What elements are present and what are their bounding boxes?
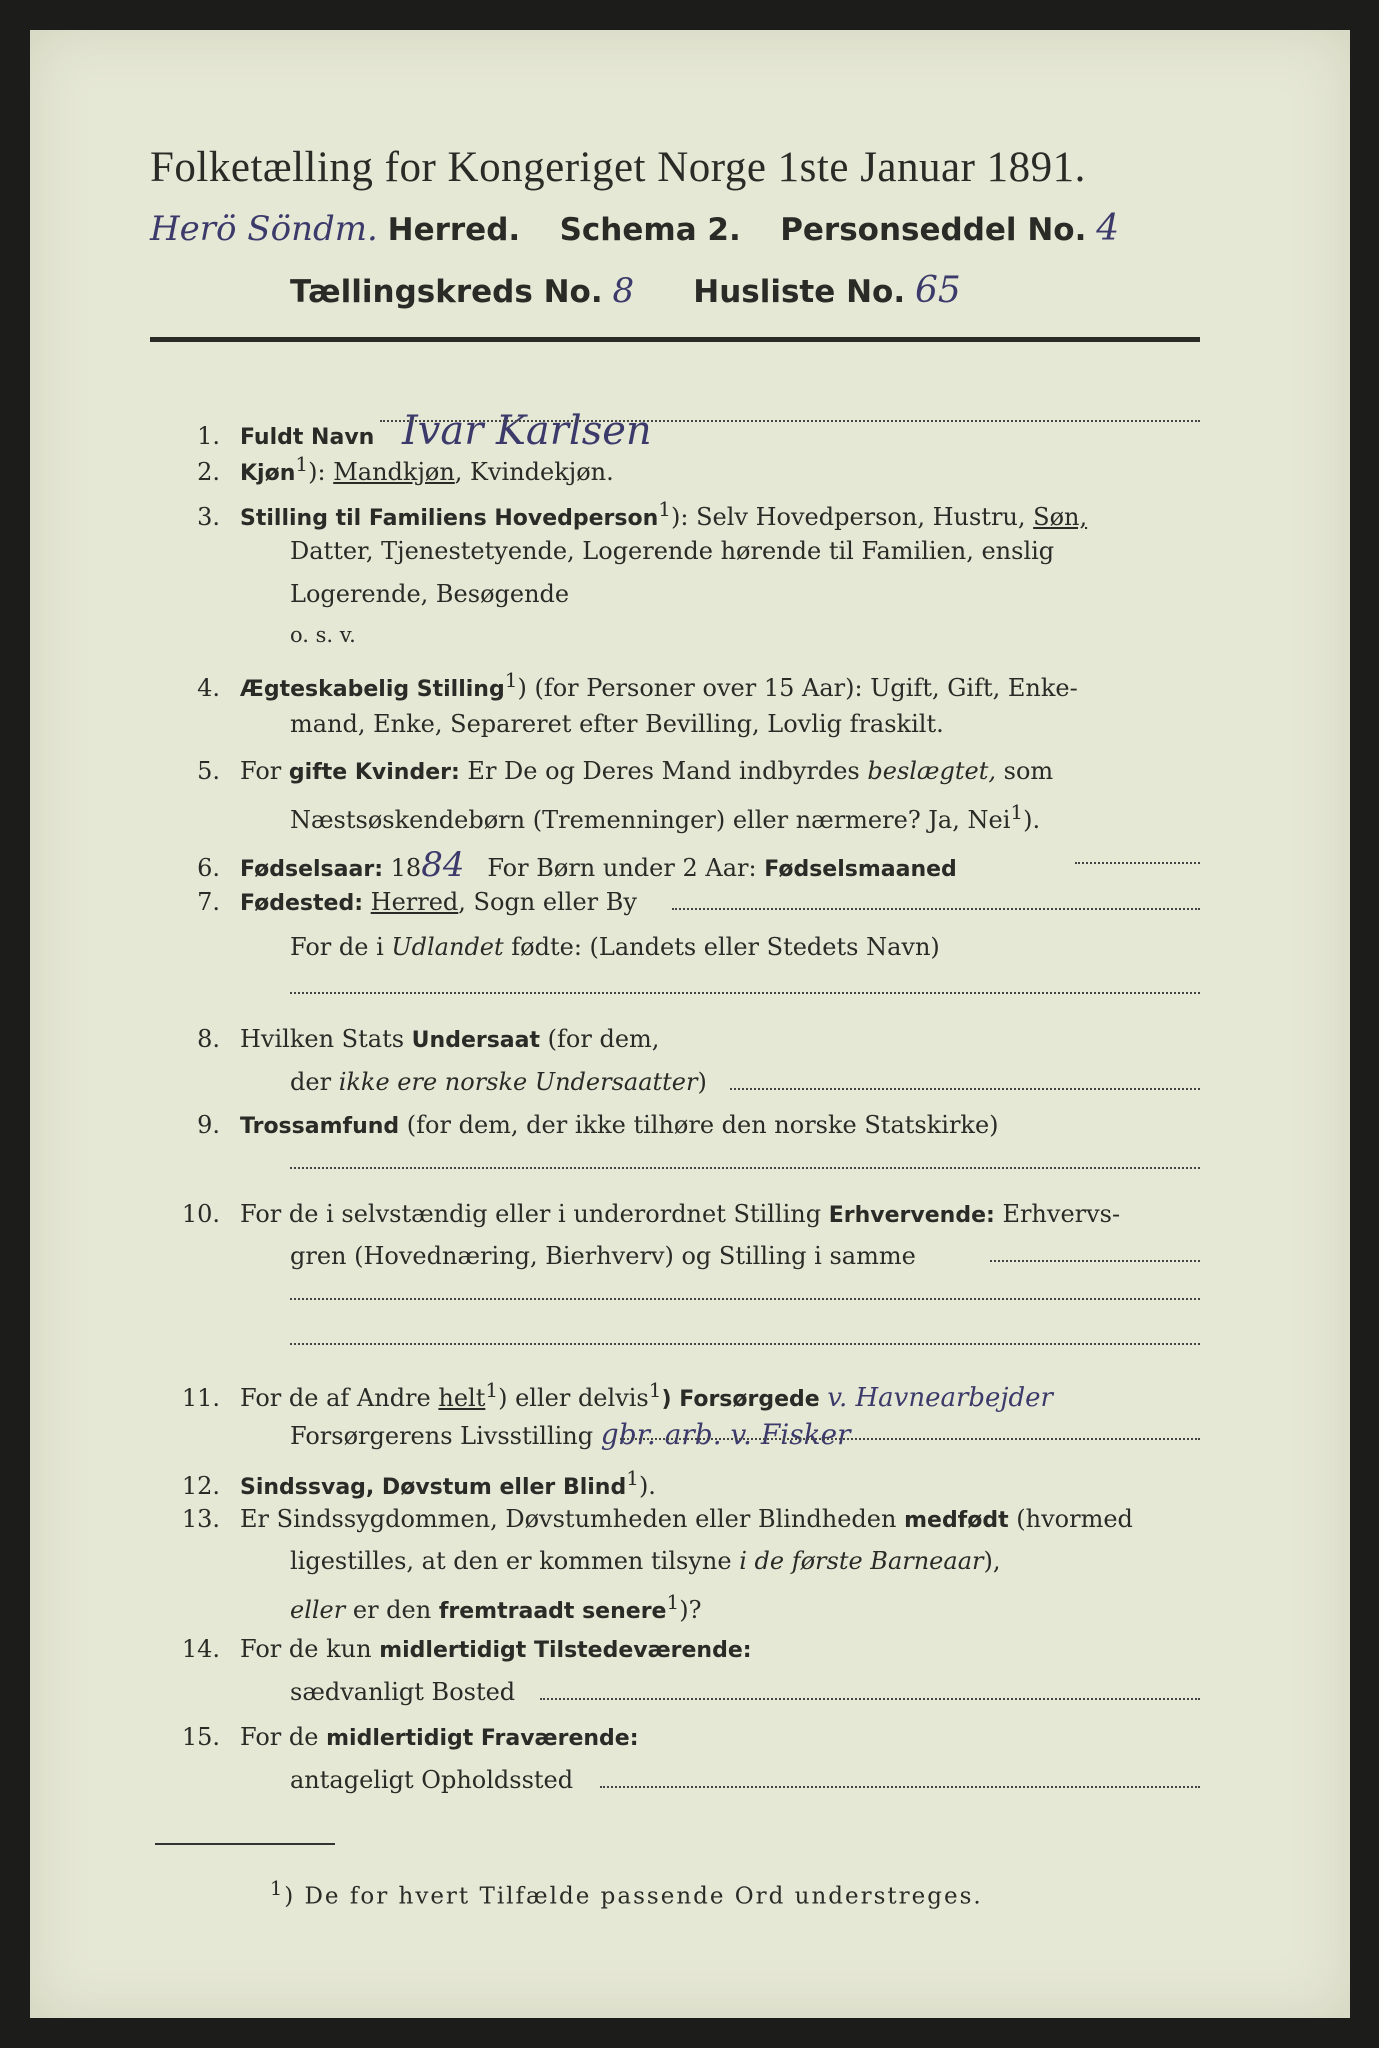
married-women-line2: Næstsøskendebørn (Tremenninger) eller nærmere? Ja, Nei$^1$). xyxy=(290,800,1041,834)
marital-status-line2: mand, Enke, Separeret efter Bevilling, Lovlig fraskilt. xyxy=(290,710,944,738)
dotted-line xyxy=(290,1167,1200,1169)
header-divider xyxy=(150,337,1200,342)
family-position-son: Søn, xyxy=(1033,503,1088,531)
marital-status-label: Ægteskabelig Stilling xyxy=(240,677,505,702)
item-13 xyxy=(160,1505,1133,1533)
footnote-mark: 1 xyxy=(666,1590,680,1614)
occupation-label: Erhvervende: xyxy=(828,1203,995,1228)
temporary-present-label: midlertidigt Tilstedeværende: xyxy=(379,1638,752,1663)
footnote-mark: 1 xyxy=(295,452,309,476)
item-number: 7. xyxy=(197,888,220,916)
citizenship-text: Hvilken Stats xyxy=(240,1025,405,1053)
item-number: 13. xyxy=(181,1505,220,1533)
item-number: 12. xyxy=(181,1472,220,1500)
citizenship-end: (for dem, xyxy=(547,1025,660,1053)
footnote-divider xyxy=(155,1843,335,1845)
item-7 xyxy=(160,888,637,916)
congenital-line2-b: ), xyxy=(983,1547,1001,1575)
congenital-line3-c: )? xyxy=(679,1596,702,1624)
congenital-text: Er Sindssygdommen, Døvstumheden eller Blindheden xyxy=(240,1505,897,1533)
kreds-line xyxy=(290,270,961,311)
footnote-mark: 1 xyxy=(626,1466,639,1490)
abroad-text-a: For de i xyxy=(290,933,384,961)
provider-line xyxy=(290,1418,851,1451)
congenital-line3-bold: fremtraadt senere xyxy=(438,1599,667,1624)
footnote-mark: 1 xyxy=(485,1378,499,1402)
item-number: 6. xyxy=(197,854,220,882)
birth-month-text: For Børn under 2 Aar: xyxy=(487,854,757,882)
congenital-end: (hvormed xyxy=(1016,1505,1133,1533)
disability-end: ). xyxy=(638,1472,656,1500)
birthplace-text: , Sogn eller By xyxy=(458,888,637,916)
marital-status-text: ) (for Personer over 15 Aar): Ugift, Gift, Enke- xyxy=(517,674,1078,702)
herred-value: Herö Söndm. xyxy=(150,209,378,249)
item-number: 5. xyxy=(197,757,220,785)
sex-label: Kjøn xyxy=(240,461,296,486)
temporary-absent-label: midlertidigt Fraværende: xyxy=(326,1726,639,1751)
herred-label: Herred. xyxy=(387,212,521,248)
congenital-label: medfødt xyxy=(904,1508,1009,1533)
married-women-related: beslægtet, xyxy=(867,757,996,785)
occupation-text: For de i selvstændig eller i underordnet Stilling xyxy=(240,1200,822,1228)
item-number: 11. xyxy=(181,1384,220,1412)
schema-label: Schema 2. xyxy=(559,212,741,248)
probable-residence-label: antageligt Opholdssted xyxy=(290,1766,574,1794)
item-3 xyxy=(160,497,1087,531)
item-number: 14. xyxy=(181,1635,220,1663)
married-women-text: Er De og Deres Mand indbyrdes xyxy=(467,757,860,785)
item-15 xyxy=(160,1723,639,1751)
supported-fully: helt xyxy=(438,1384,486,1412)
dotted-line xyxy=(990,1260,1200,1262)
congenital-line2 xyxy=(290,1547,1000,1575)
temporary-absent-pre: For de xyxy=(240,1723,319,1751)
dotted-line xyxy=(290,1298,1200,1300)
kreds-label: Tællingskreds No. xyxy=(290,274,603,310)
married-women-label: gifte Kvinder: xyxy=(288,760,460,785)
footnote-mark: 1 xyxy=(648,1378,662,1402)
dotted-line xyxy=(380,420,1200,422)
citizenship-label: Undersaat xyxy=(411,1028,541,1053)
provider-occupation-value: gbr. arb. v. Fisker xyxy=(600,1418,851,1451)
usual-residence-label: sædvanligt Bosted xyxy=(290,1678,516,1706)
abroad-italic: Udlandet xyxy=(391,933,504,961)
supported-label: ) Forsørgede xyxy=(661,1387,820,1412)
dotted-line xyxy=(730,1088,1200,1090)
birth-year-label: Fødselsaar: xyxy=(240,857,383,882)
birthplace-herred: Herred xyxy=(370,888,459,916)
dotted-line xyxy=(672,908,1200,910)
form-title: Folketælling for Kongeriget Norge 1ste Januar 1891. xyxy=(150,144,1086,191)
family-position-text: ): Selv Hovedperson, Hustru, xyxy=(670,503,1026,531)
birthplace-label: Fødested: xyxy=(240,891,363,916)
abroad-text-b: fødte: (Landets eller Stedets Navn) xyxy=(511,933,940,961)
dotted-line xyxy=(620,1438,1200,1440)
item-9 xyxy=(160,1111,999,1139)
item-14 xyxy=(160,1635,752,1663)
item-number: 15. xyxy=(181,1723,220,1751)
sex-option-female: , Kvindekjøn. xyxy=(454,458,614,486)
congenital-line3-a: er den xyxy=(352,1596,432,1624)
birth-year-value: 84 xyxy=(421,845,465,885)
husliste-value: 65 xyxy=(914,270,961,311)
footnote-mark: 1 xyxy=(270,1877,285,1900)
dotted-line xyxy=(290,992,1200,994)
full-name-label: Fuldt Navn xyxy=(240,425,375,450)
item-1 xyxy=(160,408,652,454)
congenital-line2-a: ligestilles, at den er kommen tilsyne xyxy=(290,1547,732,1575)
item-5 xyxy=(160,757,1053,785)
herred-line xyxy=(150,208,1119,249)
sex-option-male: Mandkjøn xyxy=(333,458,455,486)
dotted-line xyxy=(1075,862,1200,864)
supported-text: For de af Andre xyxy=(240,1384,431,1412)
sex-text: ): xyxy=(308,458,326,486)
occupation-line2: gren (Hovednæring, Bierhverv) og Stilling i samme xyxy=(290,1242,916,1270)
footnote-mark: 1 xyxy=(1010,800,1024,824)
birthplace-line2 xyxy=(290,933,940,961)
footnote-mark: 1 xyxy=(658,497,671,521)
item-10 xyxy=(160,1200,1120,1228)
congenital-line3 xyxy=(290,1590,701,1624)
item-number: 8. xyxy=(197,1025,220,1053)
congenital-line2-italic: i de første Barneaar xyxy=(739,1547,984,1575)
item-number: 1. xyxy=(197,422,220,450)
kreds-value: 8 xyxy=(612,271,635,311)
citizenship-line2-italic: ikke ere norske Undersaatter xyxy=(338,1068,698,1096)
family-position-line3: Logerende, Besøgende xyxy=(290,580,570,608)
item-number: 3. xyxy=(197,503,220,531)
married-women-end: som xyxy=(1003,757,1054,785)
item-number: 10. xyxy=(181,1200,220,1228)
item-12 xyxy=(160,1466,656,1500)
birth-month-label: Fødselsmaaned xyxy=(764,857,957,882)
married-women-pre: For xyxy=(240,757,282,785)
footnote-text: ) De for hvert Tilfælde passende Ord understreges. xyxy=(284,1883,983,1910)
personseddel-value: 4 xyxy=(1096,208,1120,249)
dotted-line xyxy=(290,1343,1200,1345)
dotted-line xyxy=(600,1786,1200,1788)
item-8 xyxy=(160,1025,659,1053)
item-11 xyxy=(160,1378,1053,1413)
item-6 xyxy=(160,845,957,885)
supported-partly: ) eller delvis xyxy=(498,1384,649,1412)
married-women-line2-text: Næstsøskendebørn (Tremenninger) eller nærmere? Ja, Nei xyxy=(290,806,1011,834)
family-position-label: Stilling til Familiens Hovedperson xyxy=(240,506,659,531)
disability-label: Sindssvag, Døvstum eller Blind xyxy=(240,1475,627,1500)
personseddel-label: Personseddel No. xyxy=(780,212,1087,248)
religion-label: Trossamfund xyxy=(240,1114,400,1139)
item-4 xyxy=(160,668,1078,702)
temporary-present-pre: For de kun xyxy=(240,1635,372,1663)
item-number: 2. xyxy=(197,458,220,486)
husliste-label: Husliste No. xyxy=(693,274,906,310)
birth-year-prefix: 18 xyxy=(390,854,422,882)
item-number: 4. xyxy=(197,674,220,702)
provider-occupation-label: Forsørgerens Livsstilling xyxy=(290,1422,594,1450)
citizenship-line2-b: ) xyxy=(697,1068,707,1096)
footnote xyxy=(270,1877,983,1910)
family-position-line4: o. s. v. xyxy=(290,623,356,647)
religion-text: (for dem, der ikke tilhøre den norske Statskirke) xyxy=(406,1111,999,1139)
footnote-mark: 1 xyxy=(504,668,518,692)
congenital-line3-italic: eller xyxy=(290,1596,346,1624)
occupation-end: Erhvervs- xyxy=(1002,1200,1121,1228)
census-form-sheet xyxy=(30,30,1350,2018)
full-name-value: Ivar Karlsen xyxy=(401,408,652,454)
supported-value: v. Havnearbejder xyxy=(827,1383,1053,1413)
family-position-line2: Datter, Tjenestetyende, Logerende hørende til Familien, enslig xyxy=(290,537,1055,565)
citizenship-line2 xyxy=(290,1068,707,1096)
item-number: 9. xyxy=(197,1111,220,1139)
item-2 xyxy=(160,452,614,486)
citizenship-line2-a: der xyxy=(290,1068,332,1096)
dotted-line xyxy=(540,1698,1200,1700)
